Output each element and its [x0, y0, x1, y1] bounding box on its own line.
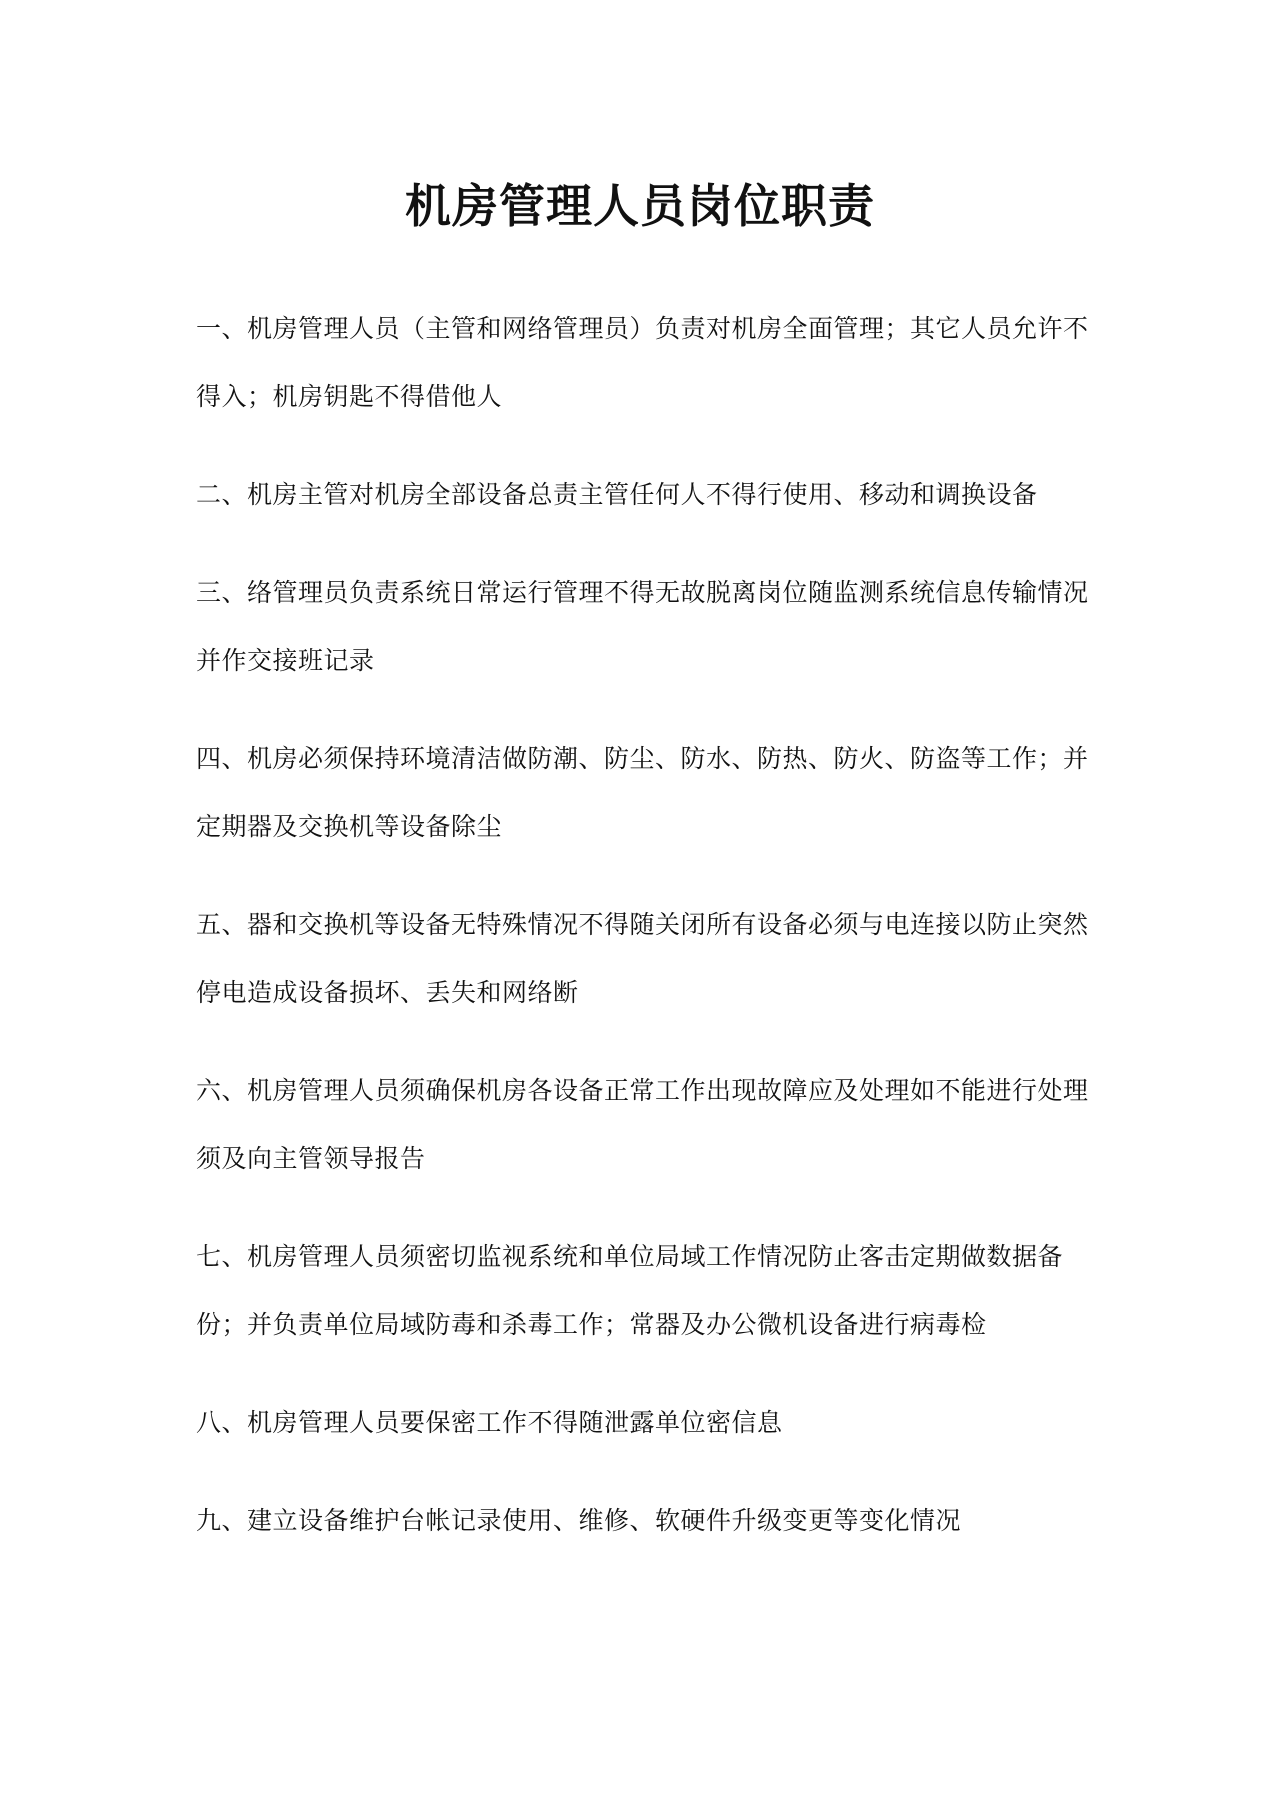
clause-2: 二、机房主管对机房全部设备总责主管任何人不得行使用、移动和调换设备	[196, 480, 1038, 509]
clause-6: 六、机房管理人员须确保机房各设备正常工作出现故障应及处理如不能进行处理须及向主管领导报告	[196, 1076, 1089, 1173]
clause-9: 九、建立设备维护台帐记录使用、维修、软硬件升级变更等变化情况	[196, 1506, 962, 1535]
clause-list	[196, 295, 1096, 1585]
clause-4: 四、机房必须保持环境清洁做防潮、防尘、防水、防热、防火、防盗等工作；并定期器及交换机等设备除尘	[196, 744, 1089, 841]
clause-1: 一、机房管理人员（主管和网络管理员）负责对机房全面管理；其它人员允许不得入；机房钥匙不得借他人	[196, 314, 1089, 411]
page-title: 机房管理人员岗位职责	[405, 179, 875, 233]
clause-7: 七、机房管理人员须密切监视系统和单位局域工作情况防止客击定期做数据备份；并负责单位局域防毒和杀毒工作；常器及办公微机设备进行病毒检	[196, 1242, 1064, 1339]
clause-8: 八、机房管理人员要保密工作不得随泄露单位密信息	[196, 1408, 783, 1437]
clause-3: 三、络管理员负责系统日常运行管理不得无故脱离岗位随监测系统信息传输情况并作交接班记录	[196, 578, 1089, 675]
clause-5: 五、器和交换机等设备无特殊情况不得随关闭所有设备必须与电连接以防止突然停电造成设备损坏、丢失和网络断	[196, 910, 1089, 1007]
